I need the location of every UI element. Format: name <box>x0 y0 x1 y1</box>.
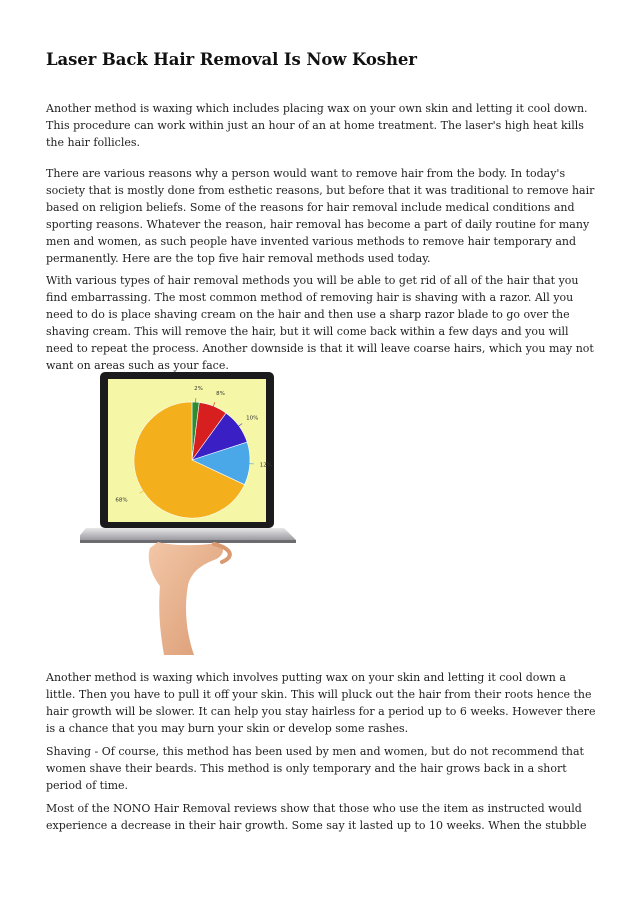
pie-slice-label: 68% <box>115 497 128 504</box>
hand <box>149 542 223 655</box>
laptop-chart-figure <box>80 370 320 655</box>
laptop-on-hand-illustration <box>80 370 320 655</box>
pie-slice-label: 8% <box>216 391 225 398</box>
page-title: Laser Back Hair Removal Is Now Kosher <box>46 50 417 69</box>
paragraph-2: There are various reasons why a person would want to remove hair from the body. In today's society that is mostly done from esthetic reasons, but before that it was traditional to remove hair based on religion beliefs. Some of the reasons for hair removal include medical conditions and sporting reasons. Whatever the reason, hair removal has become a part of daily routine for many men and women, as such people have invented various methods to remove hair temporary and permanently. Here are the top five hair removal methods used today. <box>46 167 595 265</box>
laptop-base <box>80 528 296 540</box>
paragraph-6: Most of the NONO Hair Removal reviews show that those who use the item as instructed would experience a decrease in their hair growth. Some say it lasted up to 10 weeks. When the stubble <box>46 802 587 832</box>
pie-slice-label: 10% <box>246 415 259 422</box>
pie-slice-label: 12% <box>259 462 272 469</box>
paragraph-4: Another method is waxing which involves putting wax on your skin and letting it cool down a little. Then you have to pull it off your skin. This will pluck out the hair from their roots hence the hair growth will be slower. It can help you stay hairless for a period up to 6 weeks. However there is a chance that you may burn your skin or develop some rashes. <box>46 671 596 735</box>
paragraph-5: Shaving - Of course, this method has been used by men and women, but do not recommend that women shave their beards. This method is only temporary and the hair grows back in a short period of time. <box>46 745 584 792</box>
paragraph-1: Another method is waxing which includes placing wax on your own skin and letting it cool down. This procedure can work within just an hour of an at home treatment. The laser's high heat kills the hair follicles. <box>46 102 588 149</box>
paragraph-3: With various types of hair removal methods you will be able to get rid of all of the hair that you find embarrassing. The most common method of removing hair is shaving with a razor. All you need to do is place shaving cream on the hair and then use a sharp razor blade to go over the shaving cream. This will remove the hair, but it will come back within a few days and you will need to repeat the process. Another downside is that it will leave coarse hairs, which you may not want on areas such as your face. <box>46 274 594 372</box>
pie-slice-label: 2% <box>194 386 203 393</box>
